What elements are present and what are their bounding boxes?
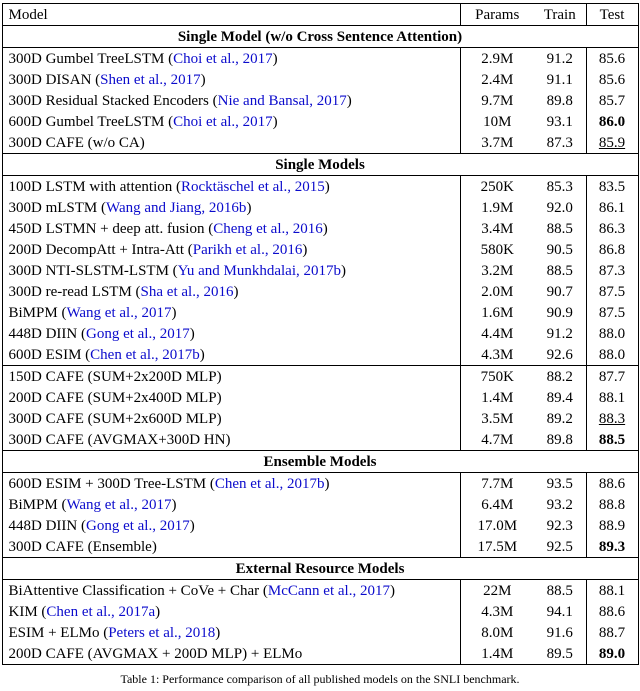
train-cell: 88.5 (546, 582, 573, 599)
params-cell: 7.7M (481, 475, 514, 492)
section-row (2, 558, 638, 580)
test-cell: 88.6 (586, 473, 638, 495)
params-cell: 2.9M (481, 50, 514, 67)
params-cell: 250K (480, 178, 514, 195)
train-cell: 93.5 (546, 475, 573, 492)
test-cell: 86.3 (586, 218, 638, 239)
test-cell: 88.7 (586, 622, 638, 643)
params-cell: 17.5M (477, 538, 518, 555)
params-cell: 4.3M (481, 346, 514, 363)
table-row (2, 643, 638, 665)
model-cell: 300D CAFE (w/o CA) (2, 132, 460, 154)
citation-link[interactable]: Rocktäschel et al., 2015 (181, 178, 325, 195)
table-row (2, 408, 638, 429)
train-cell: 90.7 (546, 283, 573, 300)
test-cell: 89.0 (586, 643, 638, 665)
model-cell: 300D CAFE (AVGMAX+300D HN) (2, 429, 460, 451)
table-caption: Table 1: Performance comparison of all published models on the SNLI benchmark. (120, 672, 520, 686)
table-row (2, 132, 638, 154)
params-cell: 4.7M (481, 431, 514, 448)
params-cell: 10M (483, 113, 512, 130)
model-cell: ESIM + ELMo (Peters et al., 2018) (2, 622, 460, 643)
model-cell: 600D ESIM (Chen et al., 2017b) (2, 344, 460, 366)
params-cell: 2.0M (481, 283, 514, 300)
train-cell: 88.5 (546, 262, 573, 279)
model-cell: 300D CAFE (Ensemble) (2, 536, 460, 558)
header-row (2, 4, 638, 26)
params-cell: 1.9M (481, 199, 514, 216)
train-cell: 90.9 (546, 304, 573, 321)
params-cell: 3.2M (481, 262, 514, 279)
test-cell: 86.1 (586, 197, 638, 218)
citation-link[interactable]: Yu and Munkhdalai, 2017b (177, 262, 341, 279)
citation-link[interactable]: Peters et al., 2018 (108, 624, 216, 641)
citation-link[interactable]: Shen et al., 2017 (100, 71, 201, 88)
params-cell: 8.0M (481, 624, 514, 641)
column-header-test: Test (586, 4, 638, 26)
citation-link[interactable]: Wang et al., 2017 (66, 496, 172, 513)
section-title: Single Model (w/o Cross Sentence Attention) (2, 26, 638, 48)
citation-link[interactable]: McCann et al., 2017 (267, 582, 390, 599)
table-row (2, 176, 638, 198)
model-cell: 200D CAFE (SUM+2x400D MLP) (2, 387, 460, 408)
model-cell: 150D CAFE (SUM+2x200D MLP) (2, 366, 460, 388)
params-cell: 580K (480, 241, 514, 258)
train-cell: 92.3 (546, 517, 573, 534)
table-row (2, 429, 638, 451)
test-cell: 88.1 (586, 387, 638, 408)
test-cell: 88.0 (586, 323, 638, 344)
test-cell: 88.0 (586, 344, 638, 366)
train-cell: 92.6 (546, 346, 573, 363)
table-row (2, 344, 638, 366)
table-row (2, 323, 638, 344)
train-cell: 88.2 (534, 366, 586, 388)
section-row (2, 451, 638, 473)
test-cell: 85.7 (586, 90, 638, 111)
params-cell: 2.4M (481, 71, 514, 88)
citation-link[interactable]: Cheng et al., 2016 (213, 220, 323, 237)
model-cell: 100D LSTM with attention (Rocktäschel et al., 2015) (2, 176, 460, 198)
train-cell: 89.4 (546, 389, 573, 406)
train-cell: 89.2 (546, 410, 573, 427)
column-header-train: Train (534, 4, 586, 26)
params-cell: 1.6M (481, 304, 514, 321)
citation-link[interactable]: Wang et al., 2017 (66, 304, 172, 321)
params-cell: 22M (483, 582, 512, 599)
citation-link[interactable]: Choi et al., 2017 (173, 113, 273, 130)
citation-link[interactable]: Gong et al., 2017 (85, 517, 190, 534)
table-row (2, 218, 638, 239)
model-cell: KIM (Chen et al., 2017a) (2, 601, 460, 622)
table-row (2, 260, 638, 281)
model-cell: 300D NTI-SLSTM-LSTM (Yu and Munkhdalai, 2017b) (2, 260, 460, 281)
train-cell: 90.5 (546, 241, 573, 258)
params-cell: 3.5M (481, 410, 514, 427)
test-cell: 87.3 (586, 260, 638, 281)
table-body (2, 26, 638, 665)
model-cell: 448D DIIN (Gong et al., 2017) (2, 515, 460, 536)
test-cell: 88.3 (586, 408, 638, 429)
model-cell: 300D Residual Stacked Encoders (Nie and Bansal, 2017) (2, 90, 460, 111)
test-cell: 88.8 (586, 494, 638, 515)
train-cell: 91.6 (546, 624, 573, 641)
section-title: Ensemble Models (2, 451, 638, 473)
params-cell: 3.7M (481, 134, 514, 151)
table-row (2, 473, 638, 495)
params-cell: 9.7M (481, 92, 514, 109)
table-row (2, 197, 638, 218)
model-cell: 200D DecompAtt + Intra-Att (Parikh et al., 2016) (2, 239, 460, 260)
params-cell: 4.3M (481, 603, 514, 620)
train-cell: 85.3 (546, 178, 573, 195)
train-cell: 92.5 (546, 538, 573, 555)
train-cell: 88.5 (546, 220, 573, 237)
citation-link[interactable]: Wang and Jiang, 2016b (106, 199, 247, 216)
test-cell: 87.5 (586, 302, 638, 323)
table-row (2, 281, 638, 302)
params-cell: 6.4M (481, 496, 514, 513)
section-title: Single Models (2, 154, 638, 176)
test-cell: 88.1 (586, 580, 638, 602)
model-cell: BiAttentive Classification + CoVe + Char (McCann et al., 2017) (2, 580, 460, 602)
test-cell: 88.5 (586, 429, 638, 451)
train-cell: 93.2 (546, 496, 573, 513)
test-cell: 85.6 (586, 48, 638, 70)
test-cell: 86.8 (586, 239, 638, 260)
params-cell: 3.4M (481, 220, 514, 237)
train-cell: 91.2 (546, 50, 573, 67)
test-cell: 88.9 (586, 515, 638, 536)
train-cell: 93.1 (546, 113, 573, 130)
column-header-params: Params (460, 4, 534, 26)
model-cell: 200D CAFE (AVGMAX + 200D MLP) + ELMo (2, 643, 460, 665)
table-header (2, 4, 638, 26)
model-cell: 300D mLSTM (Wang and Jiang, 2016b) (2, 197, 460, 218)
train-cell: 87.3 (546, 134, 573, 151)
train-cell: 89.8 (546, 431, 573, 448)
params-cell: 1.4M (481, 389, 514, 406)
test-cell: 88.6 (586, 601, 638, 622)
params-cell: 750K (460, 366, 534, 388)
table-row (2, 302, 638, 323)
params-cell: 1.4M (460, 643, 534, 665)
model-cell: 300D CAFE (SUM+2x600D MLP) (2, 408, 460, 429)
table-row (2, 69, 638, 90)
test-cell: 85.6 (586, 69, 638, 90)
table-row (2, 515, 638, 536)
model-cell: BiMPM (Wang et al., 2017) (2, 494, 460, 515)
test-cell: 87.5 (586, 281, 638, 302)
model-cell: 600D Gumbel TreeLSTM (Choi et al., 2017) (2, 111, 460, 132)
model-cell: 448D DIIN (Gong et al., 2017) (2, 323, 460, 344)
table-row (2, 536, 638, 558)
model-cell: 600D ESIM + 300D Tree-LSTM (Chen et al., 2017b) (2, 473, 460, 495)
test-cell: 83.5 (586, 176, 638, 198)
train-cell: 89.5 (534, 643, 586, 665)
citation-link[interactable]: Nie and Bansal, 2017 (217, 92, 347, 109)
table-row (2, 387, 638, 408)
table-row (2, 494, 638, 515)
citation-link[interactable]: Chen et al., 2017b (90, 346, 200, 363)
model-cell: BiMPM (Wang et al., 2017) (2, 302, 460, 323)
params-cell: 17.0M (477, 517, 518, 534)
table-row (2, 601, 638, 622)
results-table (2, 3, 639, 665)
train-cell: 94.1 (546, 603, 573, 620)
column-header-model: Model (2, 4, 460, 26)
section-row (2, 26, 638, 48)
citation-link[interactable]: Chen et al., 2017a (46, 603, 156, 620)
table-row (2, 90, 638, 111)
test-cell: 85.9 (586, 132, 638, 154)
model-cell: 300D DISAN (Shen et al., 2017) (2, 69, 460, 90)
model-cell: 450D LSTMN + deep att. fusion (Cheng et al., 2016) (2, 218, 460, 239)
test-cell: 89.3 (586, 536, 638, 558)
section-row (2, 154, 638, 176)
table-row (2, 111, 638, 132)
train-cell: 92.0 (546, 199, 573, 216)
params-cell: 4.4M (481, 325, 514, 342)
test-cell: 86.0 (586, 111, 638, 132)
citation-link[interactable]: Choi et al., 2017 (173, 50, 273, 67)
table-row (2, 622, 638, 643)
test-cell: 87.7 (586, 366, 638, 388)
table-row (2, 48, 638, 70)
section-title: External Resource Models (2, 558, 638, 580)
train-cell: 91.1 (546, 71, 573, 88)
citation-link[interactable]: Sha et al., 2016 (140, 283, 234, 300)
model-cell: 300D re-read LSTM (Sha et al., 2016) (2, 281, 460, 302)
table-row (2, 580, 638, 602)
table-row (2, 366, 638, 388)
model-cell: 300D Gumbel TreeLSTM (Choi et al., 2017) (2, 48, 460, 70)
citation-link[interactable]: Parikh et al., 2016 (192, 241, 303, 258)
citation-link[interactable]: Chen et al., 2017b (214, 475, 325, 492)
table-row (2, 239, 638, 260)
train-cell: 89.8 (546, 92, 573, 109)
citation-link[interactable]: Gong et al., 2017 (85, 325, 190, 342)
train-cell: 91.2 (546, 325, 573, 342)
